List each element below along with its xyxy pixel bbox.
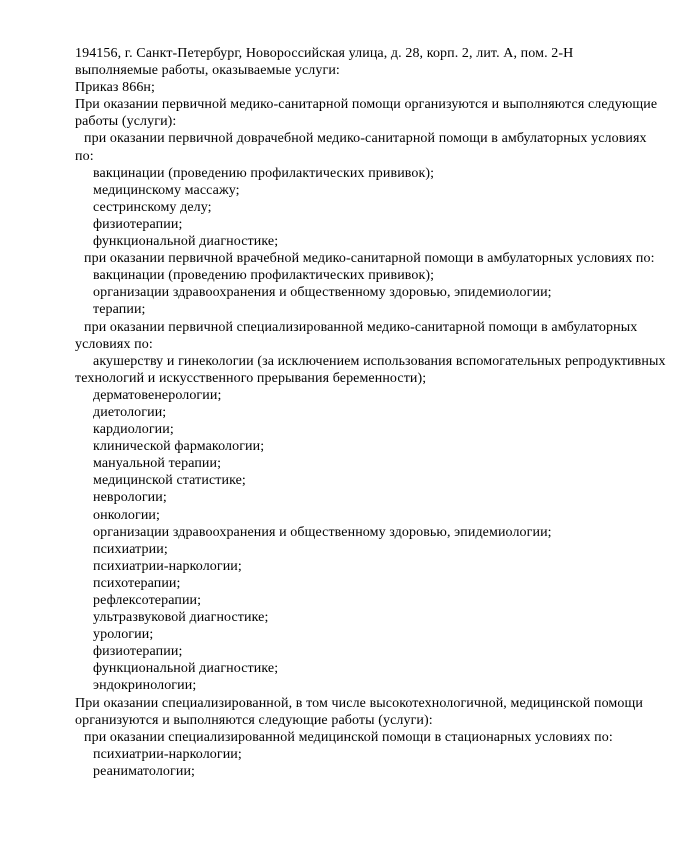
document-line: условиях по: [75,336,153,352]
document-line: медицинскому массажу; [93,182,240,198]
document-line: вакцинации (проведению профилактических прививок); [93,268,435,284]
document-line: при оказании первичной специализированной медико-санитарной помощи в амбулаторных [84,319,638,335]
document-line: эндокринологии; [93,678,197,694]
document-line: функциональной диагностике; [93,234,279,250]
document-line: клинической фармакологии; [93,439,265,455]
document-line: вакцинации (проведению профилактических прививок); [93,165,435,181]
document-line: мануальной терапии; [93,456,222,472]
document-line: При оказании специализированной, в том числе высокотехнологичной, медицинской помощи [75,695,643,711]
document-line: медицинской статистике; [93,473,246,489]
document-line: выполняемые работы, оказываемые услуги: [75,63,340,79]
document-line: при оказании первичной врачебной медико-санитарной помощи в амбулаторных условиях по: [84,251,655,267]
document-line: ультразвуковой диагностике; [93,610,269,626]
document-line: организации здравоохранения и общественному здоровью, эпидемиологии; [93,285,552,301]
document-line: диетологии; [93,404,167,420]
document-line: терапии; [93,302,146,318]
document-line: психиатрии; [93,541,168,557]
document-line: психиатрии-наркологии; [93,746,242,762]
document-line: рефлексотерапии; [93,593,202,608]
document-line: при оказании специализированной медицинской помощи в стационарных условиях по: [84,729,613,745]
document-line: сестринскому делу; [93,199,212,215]
document-line: организации здравоохранения и общественному здоровью, эпидемиологии; [93,524,552,540]
document-line: реаниматологии; [93,763,196,779]
document-line: при оказании первичной доврачебной медико-санитарной помощи в амбулаторных условиях [84,131,647,147]
document-line: по: [75,148,94,164]
document-line: 194156, г. Санкт-Петербург, Новороссийская улица, д. 28, корп. 2, лит. А, пом. 2-Н [75,46,574,61]
document-line: дерматовенерологии; [93,387,222,403]
document-line: кардиологии; [93,422,174,438]
document-line: физиотерапии; [93,644,183,660]
document-line: При оказании первичной медико-санитарной помощи организуются и выполняются следующие [75,97,658,113]
document-line: акушерству и гинекологии (за исключением использования вспомогательных репродуктивных [93,353,666,369]
document-line: Приказ 866н; [75,80,156,96]
document-line: технологий и искусственного прерывания беременности); [75,370,427,386]
document-line: физиотерапии; [93,216,183,232]
document-line: урологии; [93,627,154,643]
document-line: онкологии; [93,507,161,523]
document-line: психиатрии-наркологии; [93,558,242,574]
document-line: работы (услуги): [75,114,177,130]
document-line: организуются и выполняются следующие работы (услуги): [75,712,433,728]
document-line: функциональной диагностике; [93,661,279,677]
document-text [75,45,665,780]
document-line: неврологии; [93,490,167,506]
document-line: психотерапии; [93,575,181,591]
